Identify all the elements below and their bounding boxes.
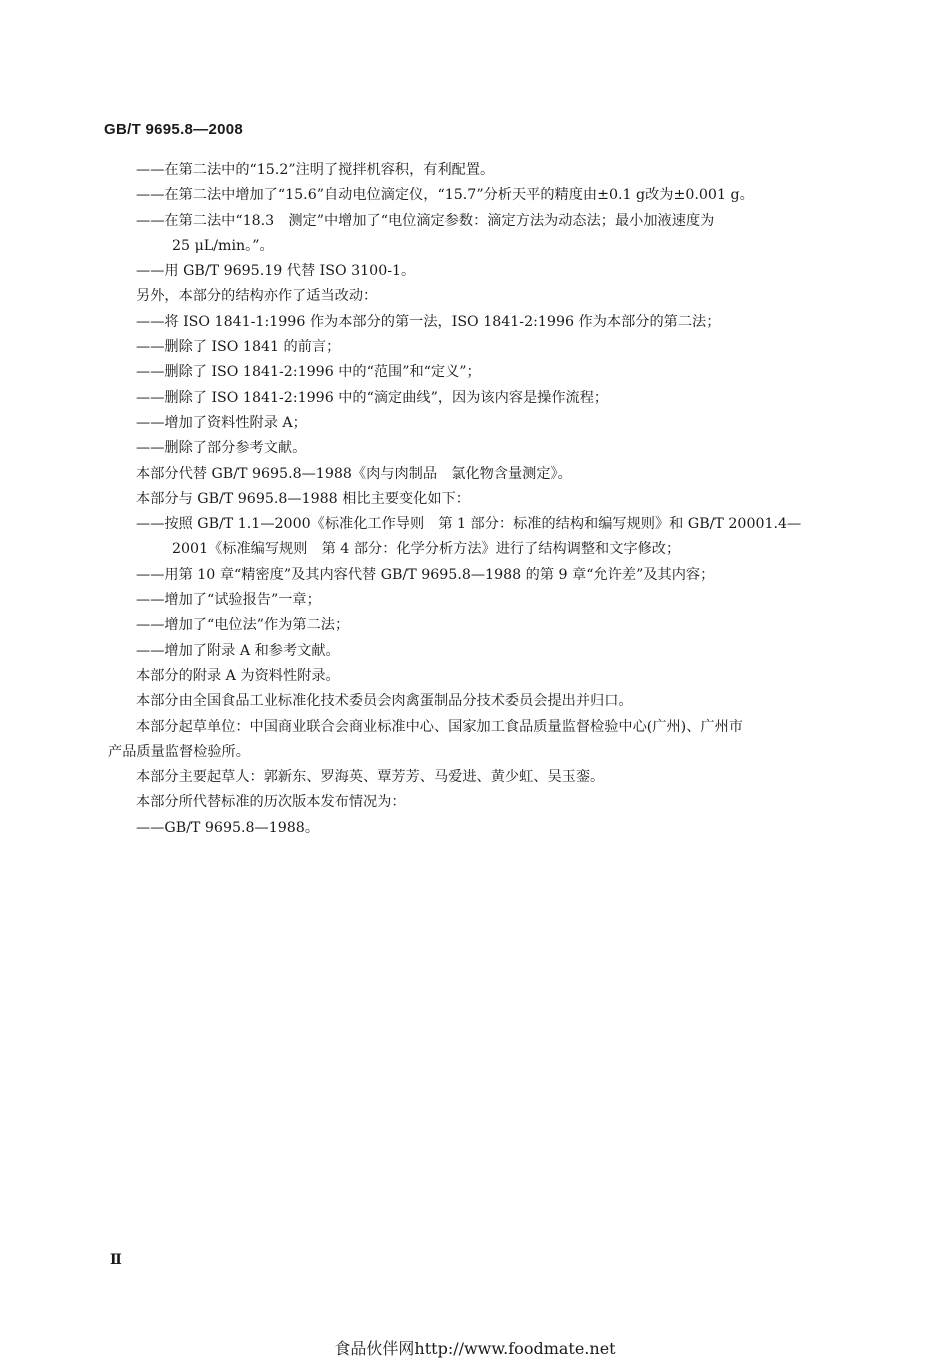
text-line: 本部分由全国食品工业标准化技术委员会肉禽蛋制品分技术委员会提出并归口。 — [136, 693, 633, 710]
text-line: ——按照 GB/T 1.1—2000《标准化工作导则 第 1 部分：标准的结构和编写规则》和 GB/T 20001.4— — [136, 516, 802, 533]
standard-code: GB/T 9695.8—2008 — [104, 121, 244, 138]
text-line: 本部分代替 GB/T 9695.8—1988《肉与肉制品 氯化物含量测定》。 — [136, 465, 572, 482]
text-line: ——删除了 ISO 1841 的前言； — [136, 339, 341, 356]
text-line: ——增加了“试验报告”一章； — [136, 592, 321, 609]
text-line: 本部分所代替标准的历次版本发布情况为： — [136, 794, 406, 811]
text-line: ——GB/T 9695.8—1988。 — [136, 819, 320, 836]
text-line: ——在第二法中的“15.2”注明了搅拌机容积，有利配置。 — [136, 162, 495, 178]
text-line: 本部分主要起草人：郭新东、罗海英、覃芳芳、马爱进、黄少虹、吴玉銮。 — [136, 769, 605, 786]
footer-watermark: 食品伙伴网http://www.foodmate.net — [334, 1339, 616, 1358]
text-line: ——删除了 ISO 1841-2:1996 中的“范围”和“定义”； — [136, 364, 481, 381]
text-line: ——将 ISO 1841-1:1996 作为本部分的第一法，ISO 1841-2:1996 作为本部分的第二法； — [136, 313, 721, 330]
text-line: ——在第二法中增加了“15.6”自动电位滴定仪，“15.7”分析天平的精度由±0.1 g改为±0.001 g。 — [136, 187, 754, 204]
text-line: 本部分的附录 A 为资料性附录。 — [136, 667, 340, 684]
text-line: ——增加了资料性附录 A； — [136, 414, 307, 431]
text-line: 产品质量监督检验所。 — [108, 743, 250, 760]
document-body — [108, 158, 860, 841]
text-line: 另外，本部分的结构亦作了适当改动： — [136, 288, 378, 305]
text-line: 2001《标准编写规则 第 4 部分：化学分析方法》进行了结构调整和文字修改； — [172, 541, 681, 558]
text-line: ——删除了部分参考文献。 — [136, 440, 307, 457]
text-line: ——增加了“电位法”作为第二法； — [136, 617, 350, 634]
text-line: ——删除了 ISO 1841-2:1996 中的“滴定曲线”，因为该内容是操作流程； — [136, 389, 609, 406]
text-line: 本部分与 GB/T 9695.8—1988 相比主要变化如下： — [136, 490, 470, 507]
text-line: ——在第二法中“18.3 测定”中增加了“电位滴定参数：滴定方法为动态法；最小加液速度为 — [136, 212, 715, 229]
page-number: Ⅱ — [110, 1253, 122, 1268]
text-line: ——增加了附录 A 和参考文献。 — [136, 642, 340, 659]
text-line: ——用第 10 章“精密度”及其内容代替 GB/T 9695.8—1988 的第 9 章“允许差”及其内容； — [136, 566, 715, 583]
text-line: 本部分起草单位：中国商业联合会商业标准中心、国家加工食品质量监督检验中心(广州)、广州市 — [136, 718, 743, 735]
text-line: ——用 GB/T 9695.19 代替 ISO 3100-1。 — [136, 263, 416, 280]
text-line: 25 μL/min。”。 — [172, 237, 274, 254]
